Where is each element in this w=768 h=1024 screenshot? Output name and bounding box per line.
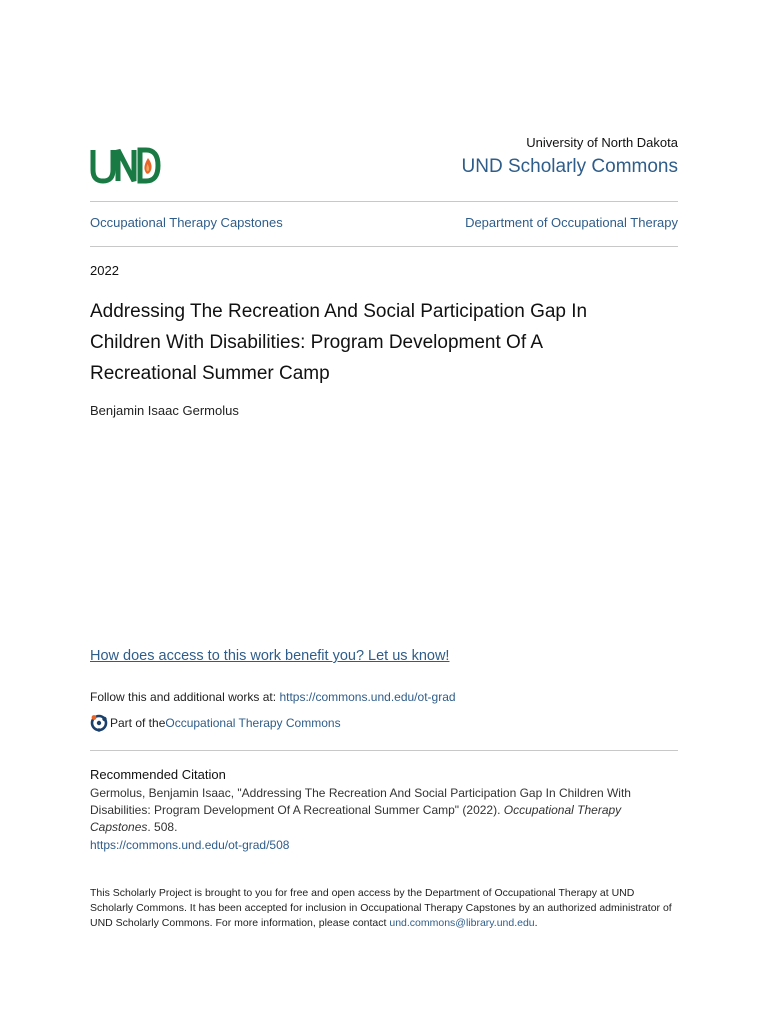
access-statement-text: This Scholarly Project is brought to you for free and open access by the Department of Occupational Therapy at UND Scholarly Commons. It has been accepted for inclusion in Occupational Therapy Capstones by an authorized administrator of UND Scholarly Commons. For more information, please contact xyxy=(90,887,672,929)
network-icon xyxy=(90,714,108,732)
department-link[interactable]: Department of Occupational Therapy xyxy=(465,215,678,230)
access-statement-end: . xyxy=(534,917,538,929)
commons-link[interactable]: Occupational Therapy Commons xyxy=(165,716,341,730)
divider xyxy=(90,750,678,751)
follow-prefix: Follow this and additional works at: xyxy=(90,690,280,704)
citation-heading: Recommended Citation xyxy=(90,767,226,782)
divider xyxy=(90,201,678,202)
repository-link[interactable]: UND Scholarly Commons xyxy=(461,156,678,177)
citation-number: . 508. xyxy=(147,820,178,834)
publication-year: 2022 xyxy=(90,263,119,278)
author-name: Benjamin Isaac Germolus xyxy=(90,403,239,418)
follow-line xyxy=(90,688,456,706)
follow-url-link[interactable]: https://commons.und.edu/ot-grad xyxy=(279,690,456,704)
cover-page xyxy=(90,0,678,1024)
citation-text xyxy=(90,785,678,836)
document-title: Addressing The Recreation And Social Participation Gap In Children With Disabilities: Program Development Of A Recreational Summer Camp xyxy=(90,301,588,384)
access-statement xyxy=(90,886,678,931)
institution-name: University of North Dakota xyxy=(526,135,678,150)
feedback-link[interactable]: How does access to this work benefit you? Let us know! xyxy=(90,648,450,664)
institution-block xyxy=(462,134,678,180)
citation-series: Occupational Therapy Capstones xyxy=(90,803,622,834)
contact-email-link[interactable]: und.commons@library.und.edu xyxy=(389,917,535,929)
collection-link[interactable]: Occupational Therapy Capstones xyxy=(90,215,283,230)
divider xyxy=(90,246,678,247)
collection-nav xyxy=(90,213,678,233)
part-of-prefix: Part of the xyxy=(110,716,166,730)
und-logo xyxy=(90,146,162,186)
part-of-line xyxy=(90,712,341,734)
citation-main: Germolus, Benjamin Isaac, "Addressing The Recreation And Social Participation Gap In Children With Disabilities: Program Development Of A Recreational Summer Camp" (2022). xyxy=(90,786,631,817)
und-logo-icon xyxy=(90,146,162,186)
citation-url-link[interactable]: https://commons.und.edu/ot-grad/508 xyxy=(90,838,290,852)
